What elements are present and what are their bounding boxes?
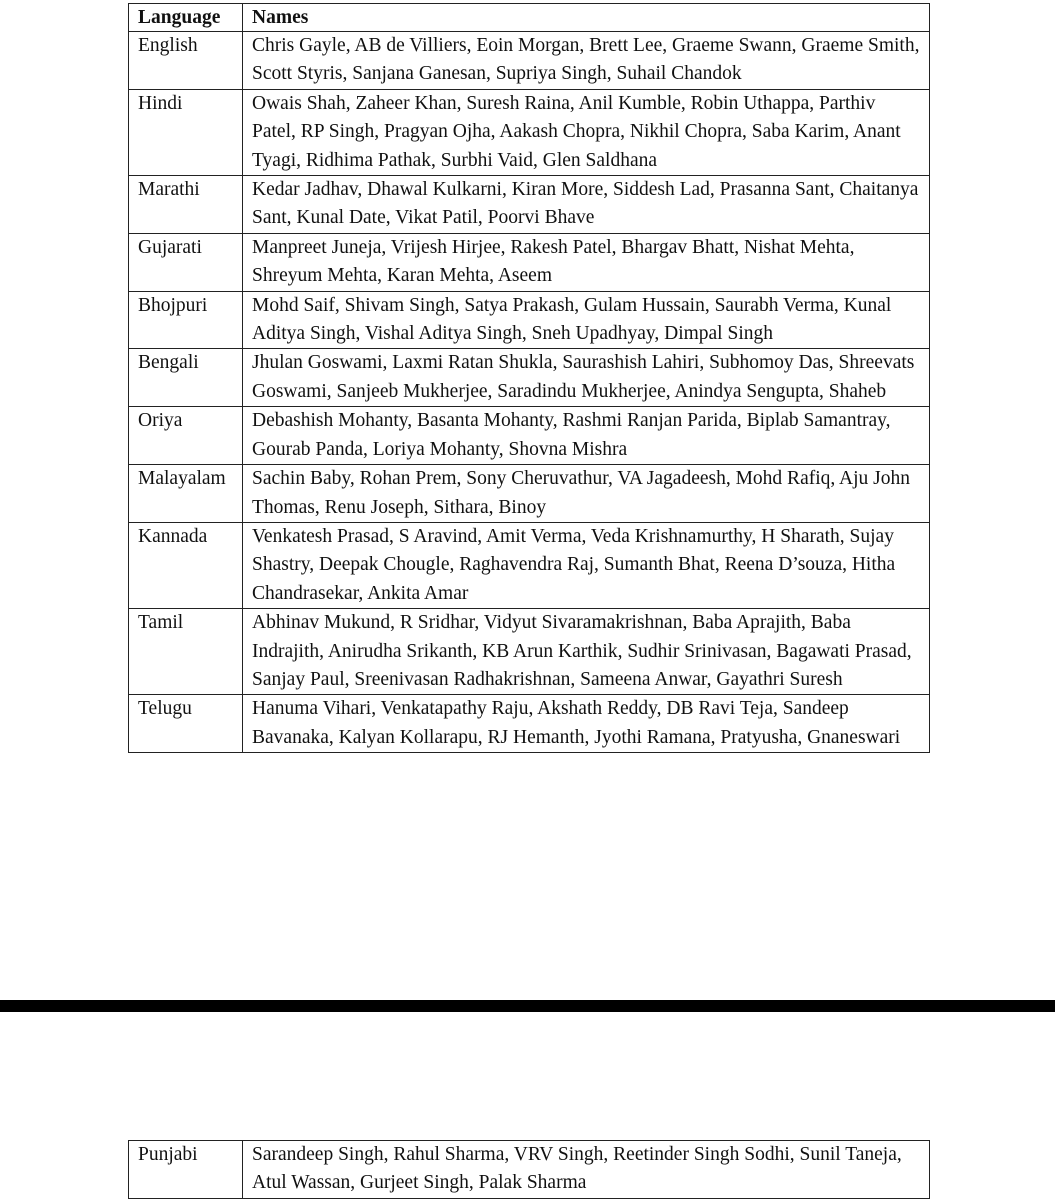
language-cell: Punjabi bbox=[129, 1141, 243, 1199]
language-cell: Kannada bbox=[129, 522, 243, 608]
continued-table bbox=[128, 1140, 930, 1199]
table-row bbox=[129, 465, 930, 523]
table-row bbox=[129, 407, 930, 465]
names-cell: Owais Shah, Zaheer Khan, Suresh Raina, Anil Kumble, Robin Uthappa, Parthiv Patel, RP Singh, Pragyan Ojha, Aakash Chopra, Nikhil Chopra, Saba Karim, Anant Tyagi, Ridhima Pathak, Surbhi Vaid, Glen Saldhana bbox=[243, 89, 930, 175]
names-cell: Abhinav Mukund, R Sridhar, Vidyut Sivaramakrishnan, Baba Aprajith, Baba Indrajith, Anirudha Srikanth, KB Arun Karthik, Sudhir Srinivasan, Bagawati Prasad, Sanjay Paul, Sreenivasan Radhakrishnan, Sameena Anwar, Gayathri Suresh bbox=[243, 609, 930, 695]
names-cell: Debashish Mohanty, Basanta Mohanty, Rashmi Ranjan Parida, Biplab Samantray, Gourab Panda, Loriya Mohanty, Shovna Mishra bbox=[243, 407, 930, 465]
names-cell: Chris Gayle, AB de Villiers, Eoin Morgan, Brett Lee, Graeme Swann, Graeme Smith, Scott Styris, Sanjana Ganesan, Supriya Singh, Suhail Chandok bbox=[243, 32, 930, 90]
language-cell: Marathi bbox=[129, 176, 243, 234]
header-language: Language bbox=[129, 4, 243, 32]
page-break-divider bbox=[0, 1000, 1055, 1012]
names-cell: Sachin Baby, Rohan Prem, Sony Cheruvathur, VA Jagadeesh, Mohd Rafiq, Aju John Thomas, Renu Joseph, Sithara, Binoy bbox=[243, 465, 930, 523]
language-cell: Telugu bbox=[129, 695, 243, 753]
names-cell: Mohd Saif, Shivam Singh, Satya Prakash, Gulam Hussain, Saurabh Verma, Kunal Aditya Singh, Vishal Aditya Singh, Sneh Upadhyay, Dimpal Singh bbox=[243, 291, 930, 349]
names-cell: Venkatesh Prasad, S Aravind, Amit Verma, Veda Krishnamurthy, H Sharath, Sujay Shastry, Deepak Chougle, Raghavendra Raj, Sumanth Bhat, Reena D’souza, Hitha Chandrasekar, Ankita Amar bbox=[243, 522, 930, 608]
table-row bbox=[129, 1141, 930, 1199]
names-cell: Jhulan Goswami, Laxmi Ratan Shukla, Saurashish Lahiri, Subhomoy Das, Shreevats Goswami, Sanjeeb Mukherjee, Saradindu Mukherjee, Anindya Sengupta, Shaheb bbox=[243, 349, 930, 407]
names-cell: Sarandeep Singh, Rahul Sharma, VRV Singh, Reetinder Singh Sodhi, Sunil Taneja, Atul Wassan, Gurjeet Singh, Palak Sharma bbox=[243, 1141, 930, 1199]
commentators-by-language-table bbox=[128, 3, 930, 753]
language-cell: Bengali bbox=[129, 349, 243, 407]
language-cell: English bbox=[129, 32, 243, 90]
table-row bbox=[129, 522, 930, 608]
language-cell: Bhojpuri bbox=[129, 291, 243, 349]
names-cell: Hanuma Vihari, Venkatapathy Raju, Akshath Reddy, DB Ravi Teja, Sandeep Bavanaka, Kalyan Kollarapu, RJ Hemanth, Jyothi Ramana, Pratyusha, Gnaneswari bbox=[243, 695, 930, 753]
header-names: Names bbox=[243, 4, 930, 32]
language-cell: Hindi bbox=[129, 89, 243, 175]
language-cell: Oriya bbox=[129, 407, 243, 465]
table-row bbox=[129, 89, 930, 175]
names-cell: Kedar Jadhav, Dhawal Kulkarni, Kiran More, Siddesh Lad, Prasanna Sant, Chaitanya Sant, Kunal Date, Vikat Patil, Poorvi Bhave bbox=[243, 176, 930, 234]
table-row bbox=[129, 609, 930, 695]
table-row bbox=[129, 349, 930, 407]
table-row bbox=[129, 233, 930, 291]
names-cell: Manpreet Juneja, Vrijesh Hirjee, Rakesh Patel, Bhargav Bhatt, Nishat Mehta, Shreyum Mehta, Karan Mehta, Aseem bbox=[243, 233, 930, 291]
language-cell: Tamil bbox=[129, 609, 243, 695]
table-header-row bbox=[129, 4, 930, 32]
table-row bbox=[129, 176, 930, 234]
table-row bbox=[129, 32, 930, 90]
language-cell: Gujarati bbox=[129, 233, 243, 291]
table-row bbox=[129, 291, 930, 349]
language-cell: Malayalam bbox=[129, 465, 243, 523]
table-row bbox=[129, 695, 930, 753]
